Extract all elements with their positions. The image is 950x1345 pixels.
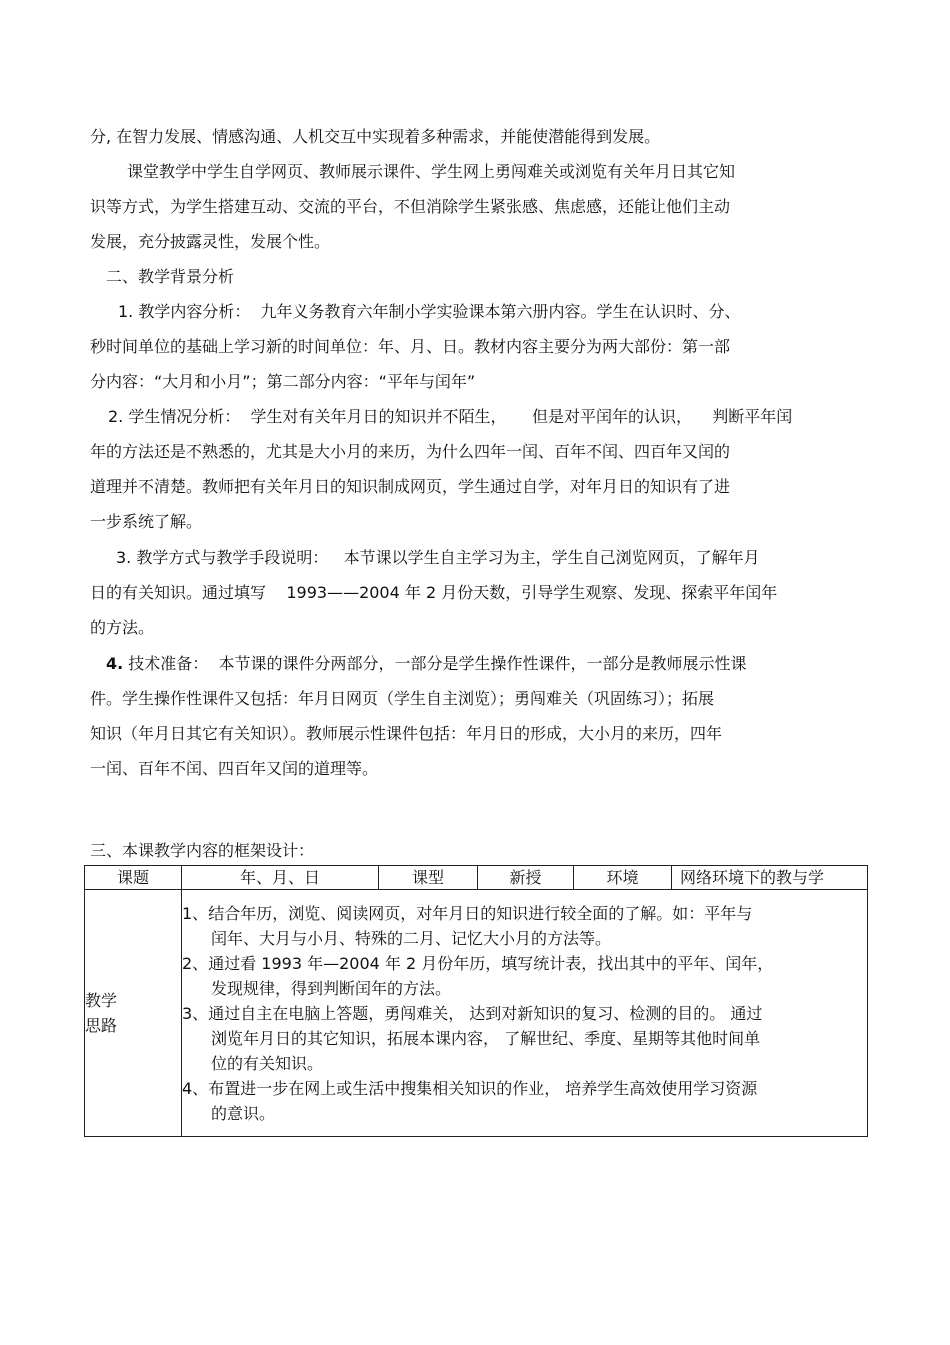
item-continuation: 闰年、大月与小月、特殊的二月、记忆大小月的方法等。: [211, 928, 612, 948]
item-text: 结合年历，浏览、阅读网页，对年月日的知识进行较全面的了解。如：平年与: [208, 903, 753, 923]
item-continuation: 位的有关知识。: [211, 1053, 324, 1073]
section-heading: 三、本课教学内容的框架设计：: [90, 841, 315, 860]
item-text: 通过自主在电脑上答题，勇闯难关， 达到对新知识的复习、检测的目的。 通过: [208, 1003, 763, 1023]
table-cell: 课型: [379, 866, 478, 890]
framework-table: [84, 865, 868, 1137]
list-item: [182, 951, 867, 976]
paragraph-line: 道理并不清楚。教师把有关年月日的知识制成网页，学生通过自学，对年月日的知识有了进: [90, 477, 731, 496]
item-number: 4.: [106, 654, 124, 673]
paragraph-line: 一闰、百年不闰、四百年又闰的道理等。: [90, 759, 379, 778]
paragraph-intro-end: 分, 在智力发展、情感沟通、人机交互中实现着多种需求，并能使潜能得到发展。: [90, 127, 661, 146]
paragraph-line: 秒时间单位的基础上学习新的时间单位：年、月、日。教材内容主要分为两大部份：第一部: [90, 337, 731, 356]
item-continuation: 发现规律，得到判断闰年的方法。: [211, 978, 452, 998]
item-number: 2、: [182, 953, 209, 973]
row-label-line: 思路: [85, 1016, 118, 1035]
paragraph-line: 件。学生操作性课件又包括：年月日网页（学生自主浏览）；勇闯难关（巩固练习）；拓展: [90, 689, 715, 708]
paragraph-line: 分内容：“大月和小月”；第二部分内容：“平年与闰年”: [90, 372, 476, 391]
table-cell: 环境: [574, 866, 672, 890]
paragraph-line: 识等方式，为学生搭建互动、交流的平台，不但消除学生紧张感、焦虑感，还能让他们主动: [90, 197, 731, 216]
paragraph-line: 课堂教学中学生自学网页、教师展示课件、学生网上勇闯难关或浏览有关年月日其它知: [127, 162, 736, 181]
paragraph-line: 知识（年月日其它有关知识）。教师展示性课件包括：年月日的形成，大小月的来历，四年: [90, 724, 723, 743]
paragraph-line: 1. 教学内容分析： 九年义务教育六年制小学实验课本第六册内容。学生在认识时、分、: [118, 302, 741, 321]
item-number: 4、: [182, 1078, 209, 1098]
table-cell: 新授: [478, 866, 574, 890]
row-label-line: 教学: [85, 991, 118, 1010]
list-item: [182, 1001, 867, 1026]
paragraph-line: [106, 654, 746, 674]
paragraph-line: 2. 学生情况分析： 学生对有关年月日的知识并不陌生， 但是对平闰年的认识， 判断平年闰: [108, 407, 793, 426]
section-heading: 二、教学背景分析: [106, 267, 235, 286]
item-text: 布置进一步在网上或生活中搜集相关知识的作业， 培养学生高效使用学习资源: [208, 1078, 758, 1098]
paragraph-line: 3. 教学方式与教学手段说明： 本节课以学生自主学习为主，学生自己浏览网页，了解年月: [116, 548, 760, 567]
teaching-approach-cell: [182, 890, 868, 1137]
paragraph-line: 发展，充分披露灵性，发展个性。: [90, 232, 331, 251]
table-cell: 网络环境下的教与学: [672, 866, 868, 890]
item-number: 1、: [182, 903, 209, 923]
row-label: [85, 890, 182, 1137]
table-row: [85, 890, 868, 1137]
item-number: 3、: [182, 1003, 209, 1023]
table-cell: 年、月、日: [182, 866, 379, 890]
paragraph-line: 一步系统了解。: [90, 512, 203, 531]
list-item: [182, 1076, 867, 1101]
list-item: [182, 901, 867, 926]
item-continuation: 的意识。: [211, 1103, 276, 1123]
paragraph-line: 日的有关知识。通过填写 1993——2004 年 2 月份天数，引导学生观察、发现、探索平年闰年: [90, 583, 778, 602]
item-text: 通过看 1993 年—2004 年 2 月份年历，填写统计表，找出其中的平年、闰年，: [208, 953, 774, 973]
table-cell: 课题: [85, 866, 182, 890]
item-text: 技术准备： 本节课的课件分两部分，一部分是学生操作性课件，一部分是教师展示性课: [123, 654, 747, 673]
table-header-row: [85, 866, 868, 890]
paragraph-line: 年的方法还是不熟悉的，尤其是大小月的来历，为什么四年一闰、百年不闰、四百年又闰的: [90, 442, 731, 461]
item-continuation: 浏览年月日的其它知识，拓展本课内容， 了解世纪、季度、星期等其他时间单: [211, 1028, 761, 1048]
paragraph-line: 的方法。: [90, 618, 155, 637]
